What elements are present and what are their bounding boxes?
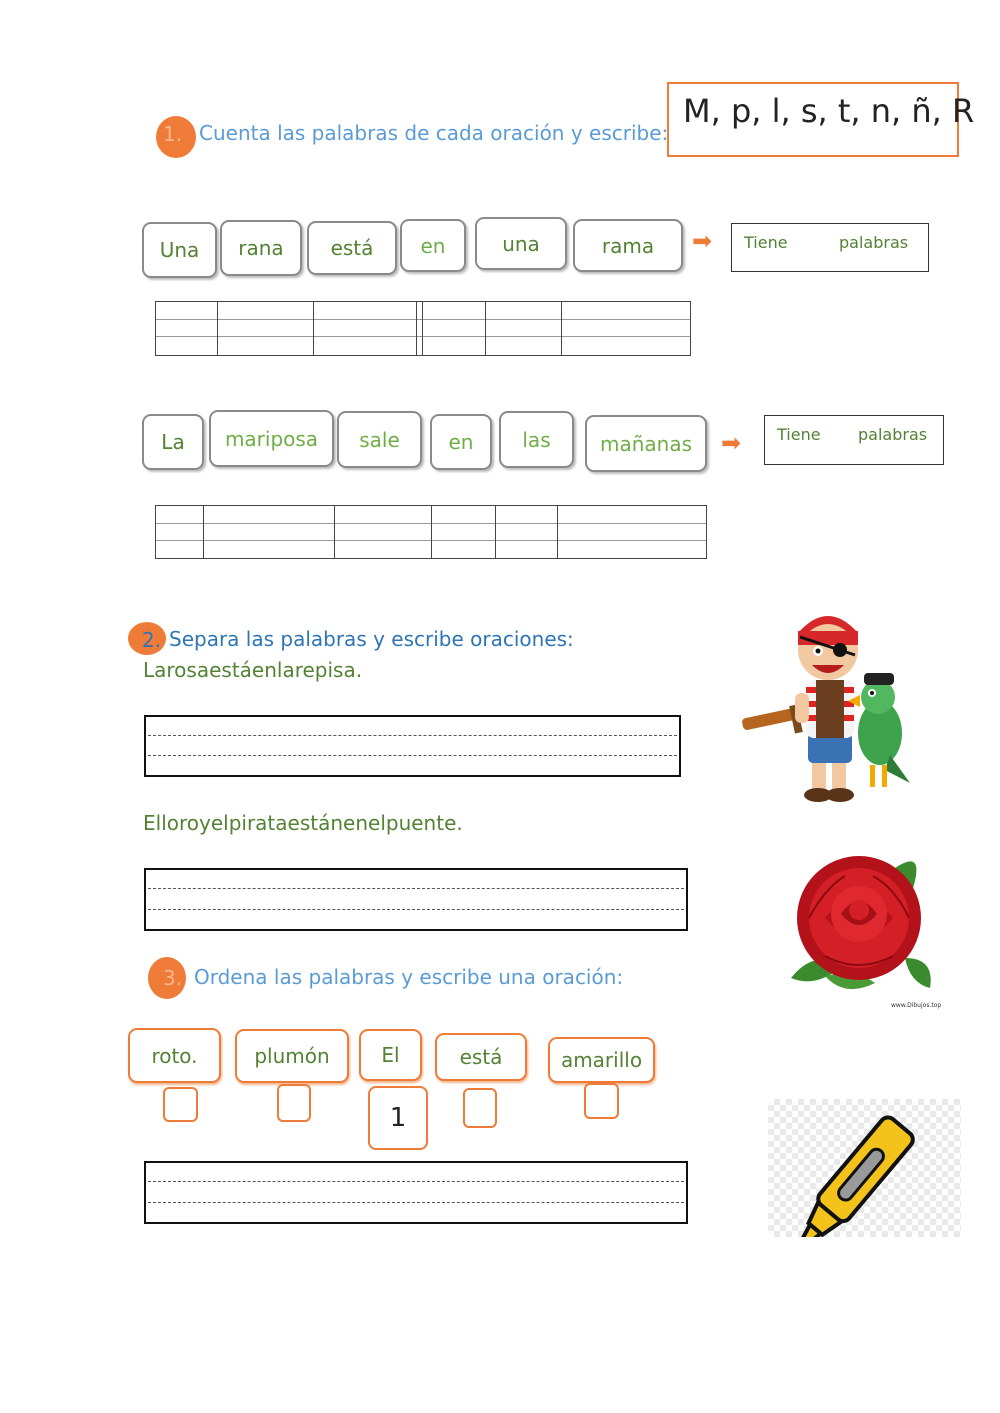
answer-box-1[interactable] (144, 715, 681, 777)
word-card-rana[interactable]: rana (220, 220, 302, 276)
joined-sentence-2: Elloroyelpirataestánenelpuente. (143, 811, 463, 835)
grid-cell[interactable] (155, 302, 217, 355)
word-card-en-2[interactable]: en (430, 414, 492, 470)
writing-grid-2[interactable] (155, 505, 707, 559)
answer-box-2[interactable] (144, 868, 688, 931)
word-card-esta[interactable]: está (307, 221, 397, 275)
writing-grid-1[interactable] (155, 301, 691, 356)
rose-image (785, 848, 945, 1016)
grid-cell[interactable] (203, 506, 334, 558)
word-card-las[interactable]: las (499, 411, 574, 468)
highlighter-image (768, 1099, 961, 1237)
word-count-box-2[interactable] (764, 415, 944, 465)
section1-instruction: Cuenta las palabras de cada oración y escribe: (199, 121, 669, 145)
word-card-mananas[interactable]: mañanas (585, 415, 707, 472)
grid-cell[interactable] (313, 302, 416, 355)
grid-cell[interactable] (155, 506, 203, 558)
order-card-plumon[interactable]: plumón (235, 1029, 349, 1083)
dashed-line (148, 735, 677, 736)
word-card-en[interactable]: en (400, 219, 466, 272)
order-card-esta[interactable]: está (435, 1033, 527, 1081)
palabras-label: palabras (839, 233, 909, 252)
joined-sentence-1: Larosaestáenlarepisa. (143, 658, 363, 682)
order-input-plumon[interactable] (277, 1084, 311, 1122)
grid-cell[interactable] (422, 302, 485, 355)
tiene-label: Tiene (777, 425, 821, 444)
dashed-line (148, 909, 684, 910)
arrow-icon: ➡ (692, 227, 713, 255)
grid-cell[interactable] (495, 506, 557, 558)
palabras-label: palabras (858, 425, 928, 444)
section2-number: 2. (142, 628, 162, 652)
grid-cell[interactable] (557, 506, 707, 558)
order-input-esta[interactable] (463, 1088, 497, 1128)
order-card-amarillo[interactable]: amarillo (548, 1037, 655, 1083)
section1-number: 1. (163, 122, 183, 146)
pirate-parrot-image (740, 605, 915, 805)
dashed-line (148, 1181, 684, 1182)
order-input-amarillo[interactable] (584, 1083, 619, 1119)
section2-instruction: Separa las palabras y escribe oraciones: (169, 627, 574, 651)
grid-cell[interactable] (217, 302, 313, 355)
word-card-la[interactable]: La (142, 414, 204, 470)
dashed-line (148, 888, 684, 889)
word-card-rama[interactable]: rama (573, 219, 683, 272)
tiene-label: Tiene (744, 233, 788, 252)
answer-box-3[interactable] (144, 1161, 688, 1224)
order-card-el[interactable]: El (359, 1029, 422, 1081)
word-card-sale[interactable]: sale (337, 411, 422, 468)
image-caption: www.Dibujos.top (891, 1002, 942, 1009)
letters-box (667, 82, 975, 157)
word-card-una[interactable]: Una (142, 222, 217, 278)
word-card-una-2[interactable]: una (475, 217, 567, 270)
grid-cell[interactable] (561, 302, 691, 355)
order-input-el[interactable]: 1 (368, 1086, 428, 1150)
arrow-icon: ➡ (721, 429, 742, 457)
grid-cell[interactable] (485, 302, 561, 355)
dashed-line (148, 755, 677, 756)
grid-cell[interactable] (431, 506, 495, 558)
order-card-roto[interactable]: roto. (128, 1028, 221, 1083)
letters-text: M, p, l, s, t, n, ñ, R (683, 92, 975, 130)
section3-instruction: Ordena las palabras y escribe una oración: (194, 965, 624, 989)
word-card-mariposa[interactable]: mariposa (209, 410, 334, 467)
grid-cell[interactable] (334, 506, 431, 558)
section3-number: 3. (163, 966, 183, 990)
order-input-roto[interactable] (163, 1087, 198, 1122)
word-count-box-1[interactable] (731, 223, 929, 272)
dashed-line (148, 1202, 684, 1203)
